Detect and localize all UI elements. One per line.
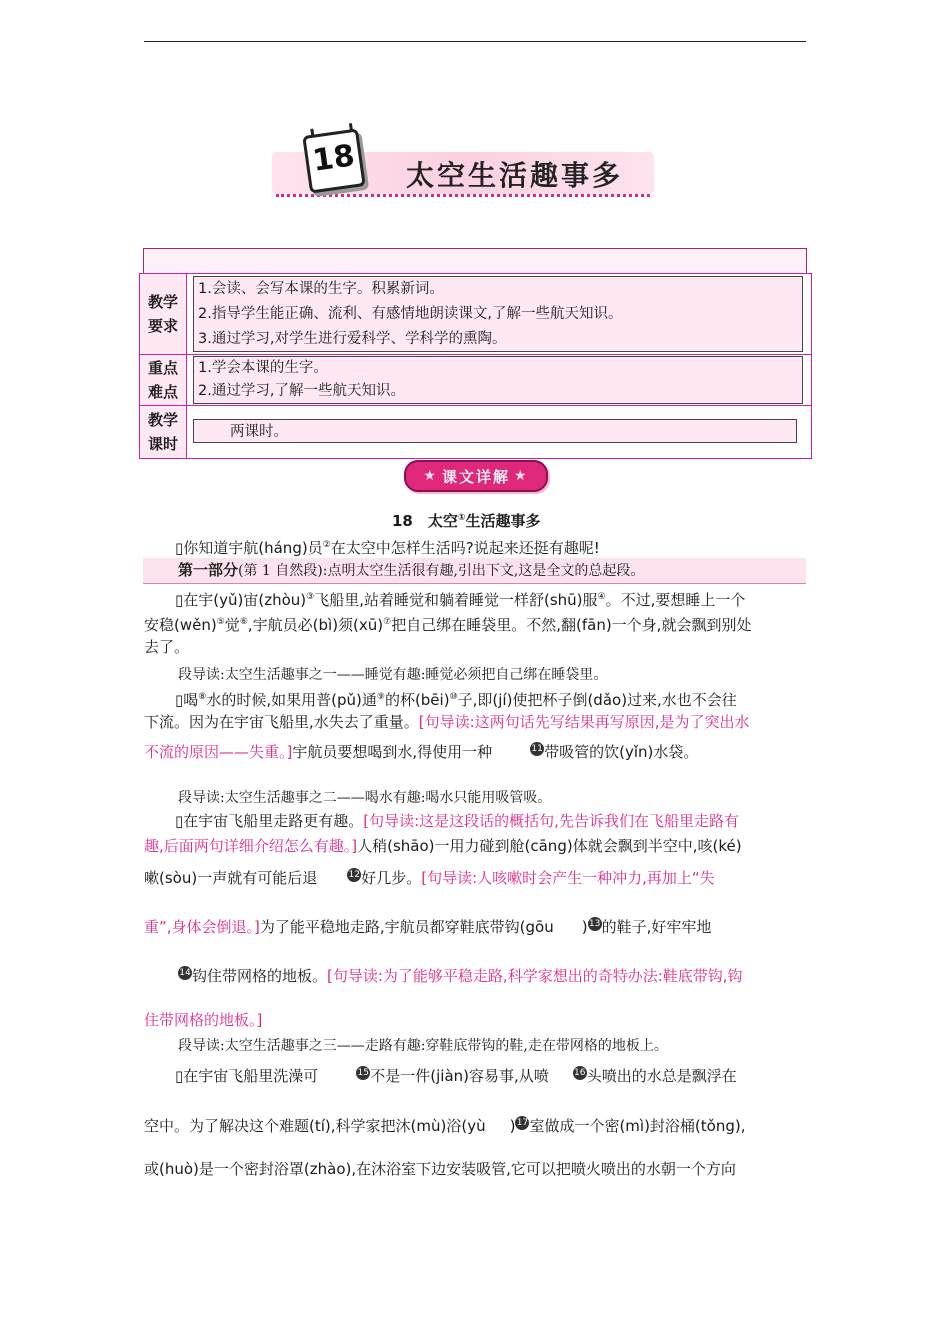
text: 水的时候,如果用普(pǔ)通 (206, 691, 377, 709)
text: 空中。为了解决这个难题(tí),科学家把沐(mù)浴(yù (144, 1117, 486, 1135)
part-summary-text: (第 1 自然段):点明太空生活很有趣,引出下文,这是全文的总起段。 (238, 563, 645, 579)
text: 安稳(wěn) (144, 616, 217, 634)
paragraph-guide: 段导读:太空生活趣事之二——喝水有趣:喝水只能用吸管吸。 (178, 790, 552, 806)
star-icon: ★ (423, 468, 438, 484)
footnote-mark: ⑥ (239, 617, 248, 627)
footnote-mark: 11 (531, 744, 543, 754)
row-item: 2.通过学习,了解一些航天知识。 (198, 383, 405, 399)
text: 的杯(bēi) (384, 691, 450, 709)
text: 把自己绑在睡袋里。不然,翻(fān)一个身,就会飘到别处 (391, 616, 752, 634)
lesson-number: 18 (310, 138, 357, 179)
calendar-icon (302, 128, 366, 193)
text: 带吸管的饮(yǐn)水袋。 (544, 743, 699, 761)
text: 宇航员要想喝到水,得使用一种 (292, 743, 493, 761)
table-header-bar (143, 248, 807, 274)
row-label (140, 406, 187, 458)
table-row-class-hours (139, 405, 812, 459)
table-row-teaching-requirements (139, 273, 812, 355)
footnote-mark: ⑧ (198, 692, 207, 702)
lesson-title: 太空生活趣事多 (406, 159, 624, 192)
text: 子,即(jí)使把杯子倒(dǎo)过来,水也不会往 (457, 691, 737, 709)
text: 头喷出的水总是飘浮在 (586, 1067, 737, 1085)
text: ▯你知道宇航(háng)员 (175, 539, 323, 557)
paragraph-line (144, 915, 711, 940)
text: 好几步。 (361, 869, 422, 887)
footnote-mark: 17 (516, 1118, 529, 1128)
text: ▯在宇宙飞船里走路更有趣。 (175, 812, 364, 830)
paragraph-guide: 段导读:太空生活趣事之一——睡觉有趣:睡觉必须把自己绑在睡袋里。 (178, 667, 608, 683)
article-title-text: 18 太空 (392, 512, 458, 530)
footnote-mark: 13 (588, 919, 601, 929)
paragraph-line (144, 1114, 746, 1139)
paragraph-line: 去了。 (144, 638, 190, 656)
text: 为了能平稳地走路,宇航员都穿鞋底带钩(gōu (259, 918, 554, 936)
footnote-mark: 16 (574, 1068, 586, 1078)
text: 下流。因为在宇宙飞船里,水失去了重量。 (144, 713, 419, 731)
paragraph-line (175, 1064, 737, 1089)
row-item: 1.学会本课的生字。 (198, 360, 328, 376)
banner-dotted-line (276, 194, 650, 197)
text: ▯喝 (175, 691, 199, 709)
paragraph-line (175, 533, 600, 561)
text: ,宇航员必(bì)须(xū) (247, 616, 384, 634)
lesson-banner (272, 124, 654, 204)
footnote-mark: ⑨ (376, 692, 385, 702)
text: 在太空中怎样生活吗?说起来还挺有趣呢! (330, 539, 600, 557)
text: 。不过,要想睡上一个 (605, 591, 746, 609)
paragraph-line (175, 585, 745, 613)
row-item: 1.会读、会写本课的生字。积累新词。 (198, 281, 444, 297)
sentence-guide: 住带网格的地板。] (144, 1011, 263, 1029)
row-label (140, 274, 187, 354)
text: 嗽(sòu)一声就有可能后退 (144, 869, 318, 887)
text: 飞船里,站着睡觉和躺着睡觉一样舒(shū)服 (314, 591, 598, 609)
paragraph-line (175, 809, 739, 834)
row-item: 3.通过学习,对学生进行爱科学、学科学的熏陶。 (198, 331, 507, 347)
footnote-mark: 14 (179, 968, 191, 978)
paragraph-line: 或(huò)是一个密封浴罩(zhào),在沐浴室下边安装吸管,它可以把喷火喷出的水朝一个方向 (144, 1160, 736, 1178)
text: ▯在宇(yǔ)宙(zhòu) (175, 591, 307, 609)
sentence-guide: [句导读:为了能够平稳走路,科学家想出的奇特办法:鞋底带钩,钩 (327, 967, 743, 985)
table-row-key-points (139, 354, 812, 406)
paragraph-line (144, 834, 742, 859)
row-label-line: 重点 (147, 359, 178, 377)
footnote-mark: ② (322, 540, 331, 550)
paragraph-line (144, 610, 751, 638)
row-label (140, 355, 187, 405)
paragraph-line (144, 710, 749, 735)
sentence-guide: 不流的原因——失重。] (144, 743, 293, 761)
paragraph-line (178, 964, 743, 989)
paragraph-line (144, 740, 698, 765)
row-label-line: 教学 (147, 411, 178, 429)
top-rule (144, 41, 806, 42)
paragraph-line (144, 866, 715, 891)
text: 不是一件(jiàn)容易事,从喷 (370, 1067, 549, 1085)
section-badge-label: 课文详解 (441, 467, 510, 486)
footnote-mark: ⑩ (449, 692, 458, 702)
article-title-rest: 生活趣事多 (465, 512, 541, 530)
article-title (392, 510, 541, 531)
text: ) (509, 1117, 516, 1135)
footnote-mark: 15 (357, 1068, 369, 1078)
part-summary (178, 558, 644, 584)
row-content: 两课时。 (193, 419, 797, 443)
footnote-mark: 12 (348, 870, 360, 880)
section-badge (404, 460, 548, 492)
text: ) (581, 918, 588, 936)
text: 人稍(shāo)一用力碰到舱(cāng)体就会飘到半空中,咳(ké) (357, 837, 742, 855)
row-item: 2.指导学生能正确、流利、有感情地朗读课文,了解一些航天知识。 (198, 306, 623, 322)
part-label: 第一部分 (178, 561, 239, 579)
row-content (193, 276, 803, 352)
paragraph-guide: 段导读:太空生活趣事之三——走路有趣:穿鞋底带钩的鞋,走在带网格的地板上。 (178, 1038, 668, 1054)
sentence-guide: [句导读:人咳嗽时会产生一种冲力,再加上“失 (421, 869, 715, 887)
text: 觉 (224, 616, 240, 634)
row-label-line: 课时 (147, 435, 178, 453)
sentence-guide: [句导读:这两句话先写结果再写原因,是为了突出水 (418, 713, 750, 731)
footnote-mark: ⑤ (216, 617, 225, 627)
row-label-line: 难点 (147, 383, 178, 401)
footnote-mark: ⑦ (383, 617, 392, 627)
row-label-line: 教学 (147, 293, 178, 311)
row-content (193, 356, 803, 404)
star-icon: ★ (514, 468, 529, 484)
footnote-mark: ① (457, 513, 466, 523)
sentence-guide: 趣,后面两句详细介绍怎么有趣。] (144, 837, 358, 855)
paragraph-line (175, 685, 737, 713)
text: ▯在宇宙飞船里洗澡可 (175, 1067, 319, 1085)
calendar-rings (310, 123, 353, 137)
sentence-guide: 重”,身体会倒退。] (144, 918, 260, 936)
footnote-mark: ④ (597, 592, 606, 602)
text: 室做成一个密(mì)封浴桶(tǒng), (529, 1117, 746, 1135)
footnote-mark: ③ (306, 592, 315, 602)
sentence-guide: [句导读:这是这段话的概括句,先告诉我们在飞船里走路有 (363, 812, 739, 830)
text: 钩住带网格的地板。 (192, 967, 328, 985)
row-label-line: 要求 (147, 317, 178, 335)
text: 的鞋子,好牢牢地 (601, 918, 712, 936)
